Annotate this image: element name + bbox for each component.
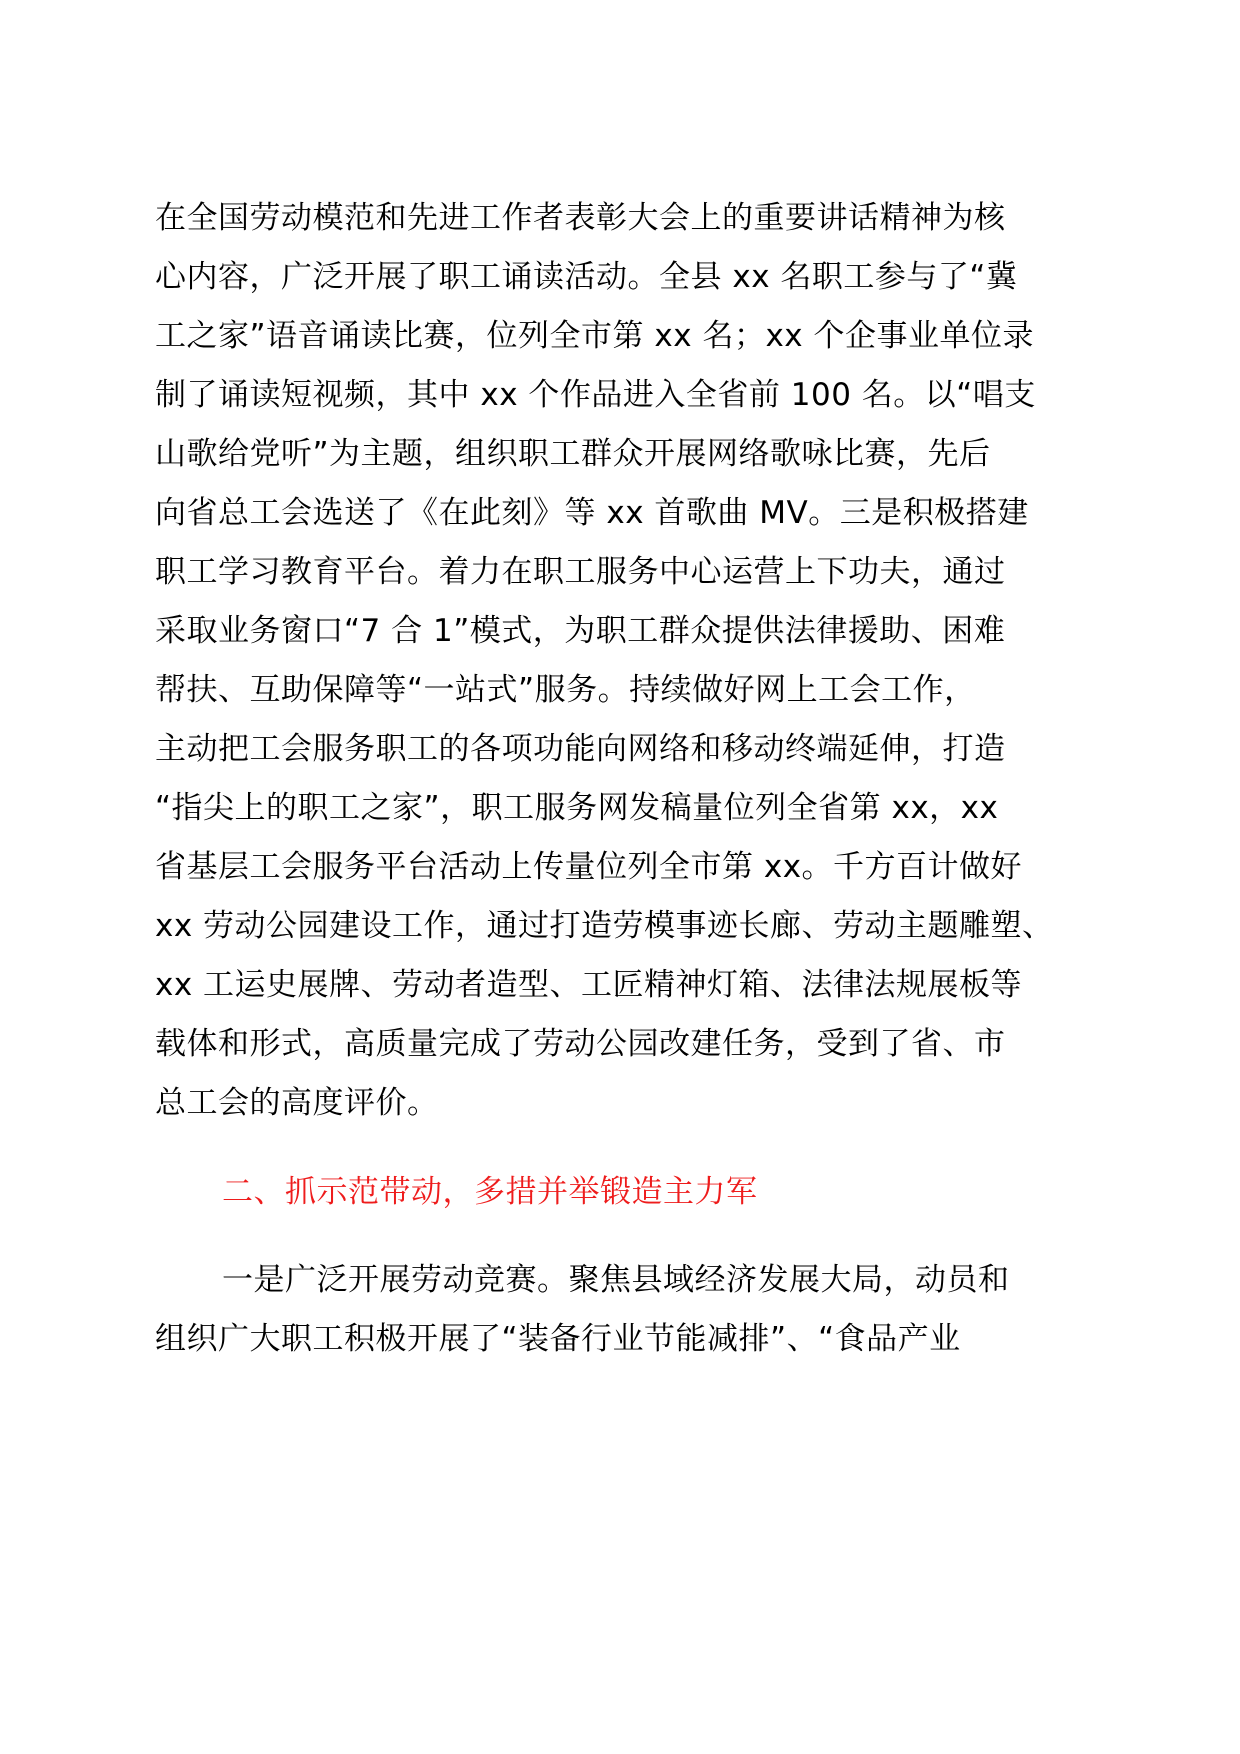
paragraph-1-line-9: 帮扶、互助保障等“一站式”服务。持续做好网上工会工作，	[155, 672, 976, 708]
paragraph-2-line-1: 一是广泛开展劳动竞赛。聚焦县域经济发展大局，动员和	[222, 1262, 1010, 1298]
section-heading: 二、抓示范带动，多措并举锻造主力军	[222, 1174, 758, 1210]
paragraph-1-line-6: 向省总工会选送了《在此刻》等 xx 首歌曲 MV。三是积极搭建	[155, 495, 1029, 531]
paragraph-1-line-7: 职工学习教育平台。着力在职工服务中心运营上下功夫，通过	[155, 554, 1006, 590]
paragraph-1-line-1: 在全国劳动模范和先进工作者表彰大会上的重要讲话精神为核	[155, 200, 1006, 236]
paragraph-1-line-2: 心内容，广泛开展了职工诵读活动。全县 xx 名职工参与了“冀	[155, 259, 1018, 295]
paragraph-1-line-13: xx 劳动公园建设工作，通过打造劳模事迹长廊、劳动主题雕塑、	[155, 908, 1054, 944]
paragraph-1-line-3: 工之家”语音诵读比赛，位列全市第 xx 名；xx 个企事业单位录	[155, 318, 1035, 354]
paragraph-1-line-10: 主动把工会服务职工的各项功能向网络和移动终端延伸，打造	[155, 731, 1006, 767]
paragraph-1-line-11: “指尖上的职工之家”，职工服务网发稿量位列全省第 xx，xx	[155, 790, 999, 826]
paragraph-1-line-16: 总工会的高度评价。	[155, 1085, 439, 1121]
paragraph-1-line-4: 制了诵读短视频，其中 xx 个作品进入全省前 100 名。以“唱支	[155, 377, 1036, 413]
paragraph-1-line-12: 省基层工会服务平台活动上传量位列全市第 xx。千方百计做好	[155, 849, 1023, 885]
paragraph-2-line-2: 组织广大职工积极开展了“装备行业节能减排”、“食品产业	[155, 1321, 961, 1357]
paragraph-1-line-14: xx 工运史展牌、劳动者造型、工匠精神灯箱、法律法规展板等	[155, 967, 1023, 1003]
paragraph-1-line-15: 载体和形式，高质量完成了劳动公园改建任务，受到了省、市	[155, 1026, 1006, 1062]
paragraph-1-line-5: 山歌给党听”为主题，组织职工群众开展网络歌咏比赛，先后	[155, 436, 991, 472]
paragraph-1-line-8: 采取业务窗口“7 合 1”模式，为职工群众提供法律援助、困难	[155, 613, 1006, 649]
